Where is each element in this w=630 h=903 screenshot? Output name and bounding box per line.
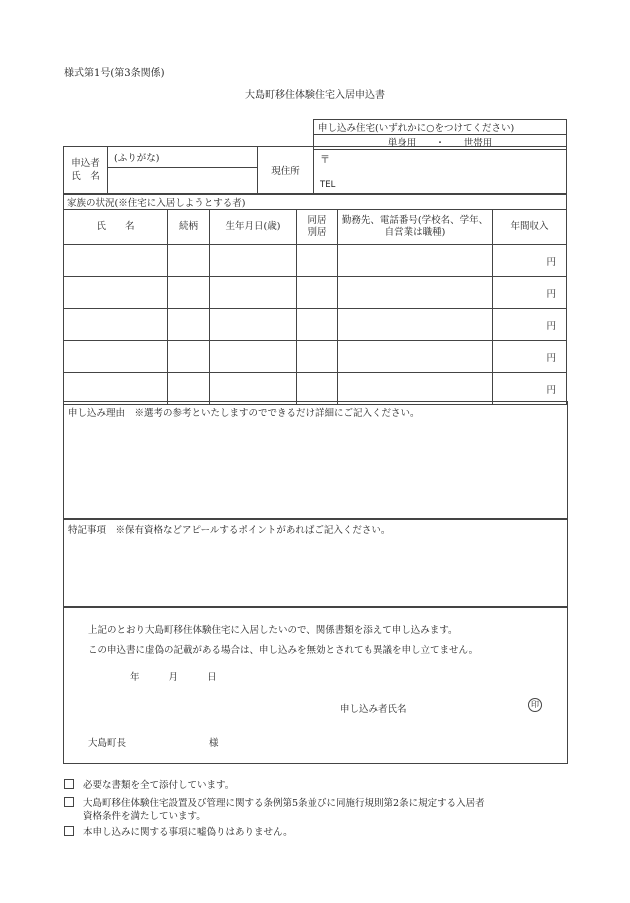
cell[interactable] bbox=[168, 245, 210, 277]
special-notes-box[interactable] bbox=[63, 518, 568, 608]
family-row bbox=[64, 341, 567, 373]
family-row bbox=[64, 277, 567, 309]
cell[interactable] bbox=[210, 341, 297, 373]
cell[interactable] bbox=[297, 245, 338, 277]
cell[interactable] bbox=[64, 341, 168, 373]
cell[interactable] bbox=[168, 309, 210, 341]
applicant-label-line2: 氏 名 bbox=[71, 171, 100, 182]
month-label: 月 bbox=[168, 672, 179, 683]
cell[interactable] bbox=[210, 309, 297, 341]
applicant-name-field[interactable] bbox=[108, 168, 258, 194]
cell[interactable] bbox=[64, 373, 168, 405]
family-row bbox=[64, 373, 567, 405]
family-caption: 家族の状況(※住宅に入居しようとする者) bbox=[64, 195, 567, 210]
col-cohabit-2: 別居 bbox=[307, 227, 327, 238]
cell[interactable] bbox=[210, 373, 297, 405]
col-birthdate: 生年月日(歳) bbox=[210, 210, 297, 245]
form-number: 様式第1号(第3条関係) bbox=[64, 68, 165, 79]
check-text: 必要な書類を全て添付しています。 bbox=[83, 780, 235, 791]
reason-label: 申し込み理由 ※選考の参考といたしますのでできるだけ詳細にご記入ください。 bbox=[68, 408, 420, 419]
address-label: 現住所 bbox=[258, 147, 314, 194]
check-text: 本申し込みに関する事項に嘘偽りはありません。 bbox=[83, 827, 293, 838]
year-label: 年 bbox=[130, 672, 140, 683]
cell[interactable] bbox=[297, 277, 338, 309]
checkbox-icon[interactable] bbox=[64, 797, 74, 807]
cell[interactable] bbox=[210, 245, 297, 277]
cell[interactable] bbox=[338, 309, 493, 341]
seal-icon: 印 bbox=[528, 698, 542, 712]
checkbox-icon[interactable] bbox=[64, 826, 74, 836]
cell[interactable] bbox=[64, 245, 168, 277]
applicant-table bbox=[63, 146, 567, 194]
mayor-label: 大島町長 bbox=[88, 738, 127, 749]
furigana-label: (ふりがな) bbox=[114, 153, 160, 165]
cell[interactable] bbox=[297, 309, 338, 341]
housing-options[interactable]: 単身用 ・ 世帯用 bbox=[314, 135, 567, 150]
declaration-text-2: この申込書に虚偽の記載がある場合は、申し込みを無効とされても異議を申し立てません。 bbox=[88, 645, 479, 656]
family-row bbox=[64, 245, 567, 277]
declaration-box bbox=[63, 606, 568, 764]
cell[interactable] bbox=[64, 277, 168, 309]
income-cell[interactable]: 円 bbox=[493, 309, 567, 341]
col-income: 年間収入 bbox=[493, 210, 567, 245]
cell[interactable] bbox=[168, 341, 210, 373]
check-text: 大島町移住体験住宅設置及び管理に関する条例第5条並びに同施行規則第2条に規定する入居者 bbox=[83, 798, 485, 809]
date-line[interactable] bbox=[130, 669, 243, 683]
col-name: 氏 名 bbox=[64, 210, 168, 245]
checklist-item-eligibility bbox=[64, 795, 485, 809]
checklist-item-truthful bbox=[64, 824, 293, 838]
col-workplace-2: 自営業は職種) bbox=[384, 227, 446, 238]
checklist-item-documents bbox=[64, 777, 234, 791]
day-label: 日 bbox=[207, 672, 217, 683]
furigana-field[interactable] bbox=[108, 147, 258, 168]
col-workplace bbox=[338, 210, 493, 245]
family-table bbox=[63, 194, 567, 405]
col-cohabit-1: 同居 bbox=[307, 215, 327, 226]
income-cell[interactable]: 円 bbox=[493, 341, 567, 373]
postal-mark: 〒 bbox=[320, 155, 330, 166]
cell[interactable] bbox=[297, 373, 338, 405]
cell[interactable] bbox=[297, 341, 338, 373]
col-workplace-1: 勤務先、電話番号(学校名、学年、 bbox=[341, 215, 489, 226]
signer-label: 申し込み者氏名 bbox=[340, 704, 407, 715]
cell[interactable] bbox=[338, 373, 493, 405]
cell[interactable] bbox=[338, 245, 493, 277]
family-row bbox=[64, 309, 567, 341]
honorific-label: 様 bbox=[209, 738, 219, 749]
income-cell[interactable]: 円 bbox=[493, 245, 567, 277]
housing-label: 申し込み住宅(いずれかに○をつけてください) bbox=[314, 120, 567, 135]
address-field[interactable] bbox=[314, 147, 567, 194]
checklist-item-eligibility-cont: 資格条件を満たしています。 bbox=[83, 811, 206, 822]
cell[interactable] bbox=[64, 309, 168, 341]
special-label: 特記事項 ※保有資格などアピールするポイントがあればご記入ください。 bbox=[68, 525, 391, 536]
col-cohabit bbox=[297, 210, 338, 245]
cell[interactable] bbox=[210, 277, 297, 309]
document-title: 大島町移住体験住宅入居申込書 bbox=[245, 90, 385, 101]
cell[interactable] bbox=[338, 341, 493, 373]
income-cell[interactable]: 円 bbox=[493, 373, 567, 405]
tel-label: TEL bbox=[320, 180, 336, 190]
col-relation: 続柄 bbox=[168, 210, 210, 245]
applicant-label-line1: 申込者 bbox=[71, 158, 100, 169]
income-cell[interactable]: 円 bbox=[493, 277, 567, 309]
applicant-name-label bbox=[64, 147, 108, 194]
reason-box[interactable] bbox=[63, 401, 568, 520]
cell[interactable] bbox=[168, 277, 210, 309]
checkbox-icon[interactable] bbox=[64, 779, 74, 789]
declaration-text-1: 上記のとおり大島町移住体験住宅に入居したいので、関係書類を添えて申し込みます。 bbox=[88, 625, 458, 636]
cell[interactable] bbox=[168, 373, 210, 405]
cell[interactable] bbox=[338, 277, 493, 309]
